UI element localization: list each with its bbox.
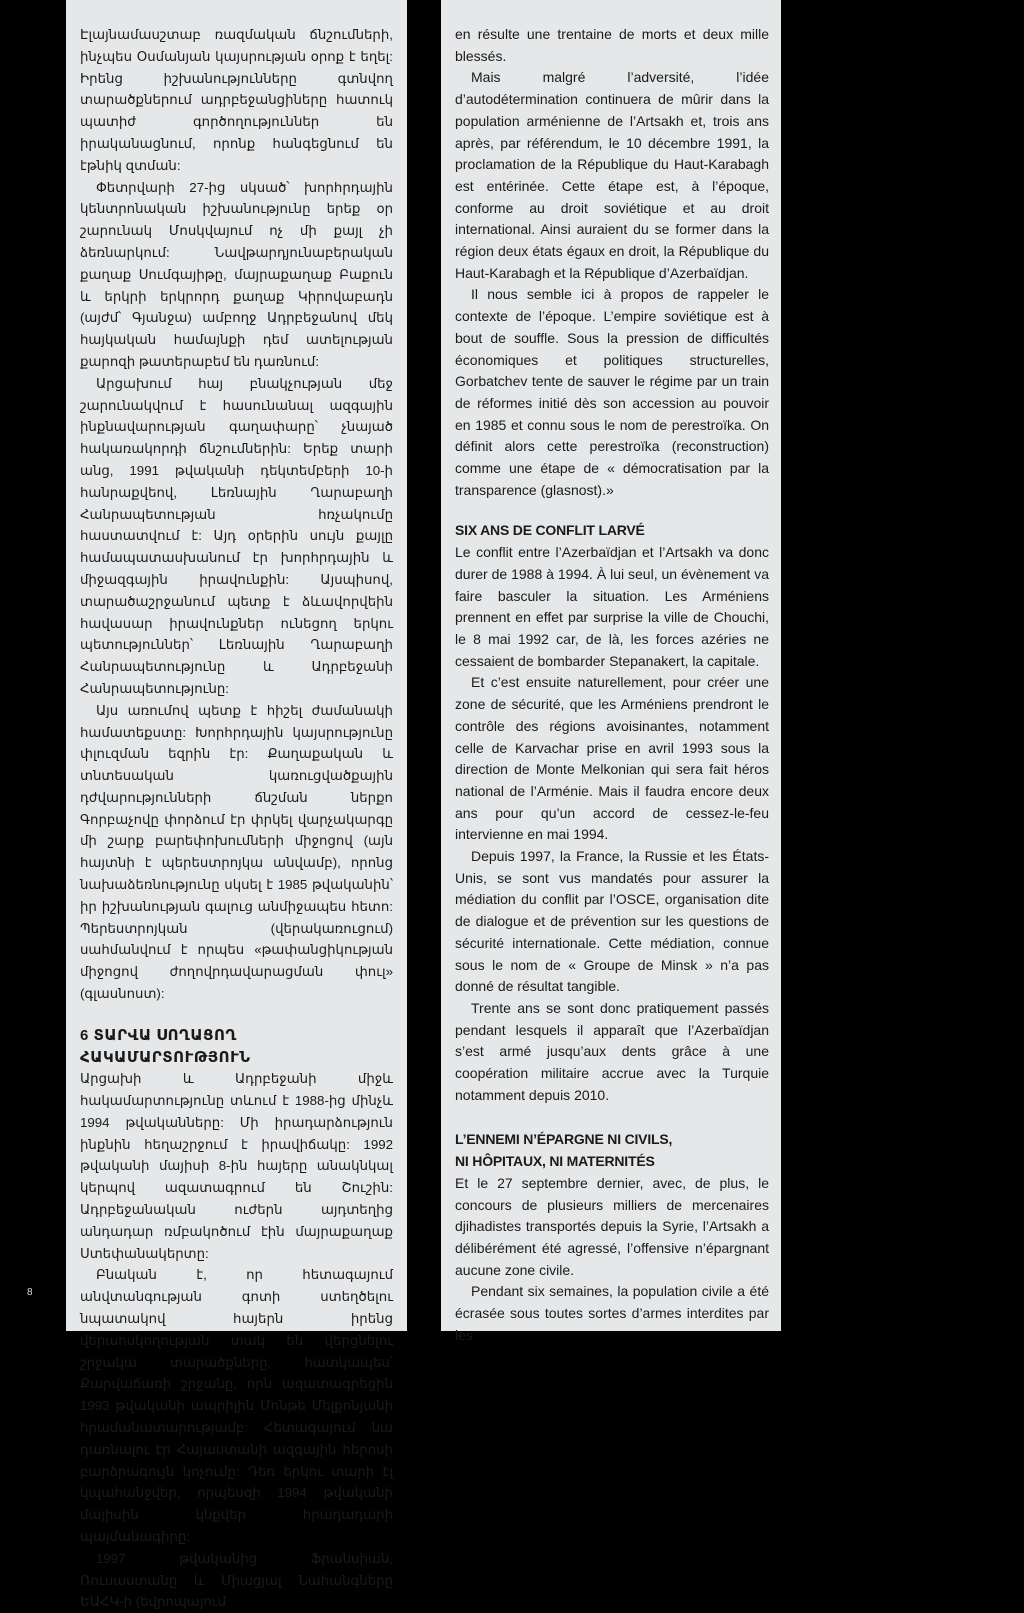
paragraph: Արցախի և Ադրբեջանի միջև հակամարտությունը տևում է 1988-ից մինչև 1994 թվականները: Մի իրադարձություն ինքնին հեղաշրջում է իրավիճակը: 1992 թվականի մայիսի 8-ին հայերը անակնկալ կերպով ազատագրում են Շուշին: Ադրբեջանական ուժերն այդտեղից անդադար ռմբակոծում էին մայրաքաղաք Ստեփանակերտը:: [80, 1071, 393, 1261]
section-heading-line: 6 ՏԱՐՎԱ ՍՈՂԱՑՈՂ: [80, 1026, 237, 1044]
paragraph: Արցախում հայ բնակչության մեջ շարունակվում է հասունանալ ազգային ինքնավարության գաղափարը՝ չնայած հակառակորդի ճնշումներին: Երեք տարի անց, 1991 թվականի դեկտեմբերի 10-ի հանրաքվեով, Լեռնային Ղարաբաղի Հանրապետության հռչակումը հաստատվում է: Այդ օրերին սույն քայլը համապատասխանում էր խորհրդային և միջազգային իրավունքին: Այսպիսով, տարածաշրջանում պետք է ձևավորվեին հավասար իրավունքներ ունեցող երկու պետություններ՝ Լեռնային Ղարաբաղի Հանրապետությունը և Ադրբեջանի Հանրապետությունը:: [80, 375, 393, 696]
paragraph: Trente ans se sont donc pratiquement passés pendant lesquels il apparaît que l’Azerbaïdjan s’est armé jusqu’aux dents grâce à une coopération militaire accrue avec la Turquie notamment depuis 2010.: [455, 999, 769, 1103]
section-heading: SIX ANS DE CONFLIT LARVÉ: [455, 522, 645, 539]
paragraph: Et c’est ensuite naturellement, pour créer une zone de sécurité, que les Arméniens prendront le contrôle des régions avoisinantes, notamment celle de Karvachar prise en avril 1993 sous la direction de Monte Melkonian qui sera fait héros national de l’Arménie. Mais il faudra encore deux ans pour qu’un accord de cessez-le-feu intervienne en mai 1994.: [455, 674, 769, 843]
paragraph: Le conflit entre l’Azerbaïdjan et l’Artsakh va donc durer de 1988 à 1994. À lui seul, un évènement va faire basculer la situation. Les Arméniens prennent en effet par surprise la ville de Chouchi, le 8 mai 1992 car, de là, les forces azéries ne cessaient de bombarder Stepanakert, la capitale.: [455, 544, 769, 669]
paragraph: Et le 27 septembre dernier, avec, de plus, le concours de plusieurs milliers de mercenaires djihadistes transportés depuis la Syrie, l’Artsakh a délibérément été agressé, l’offensive n’épargnant aucune zone civile.: [455, 1174, 769, 1278]
paragraph: 1997 թվականից Ֆրանսիան, Ռուսաստանը և Միացյալ Նահանգները ԵԱՀԿ-ի (եվրոպայում: [80, 1550, 393, 1610]
paragraph: Բնական է, որ հետագայում անվտանգության գոտի ստեղծելու նպատակով հայերն իրենց վերահսկողության տակ են վերցնելու շրջակա տարածքները, հատկապես՝ Քարվաճառի շրջանը, որն ազատագրեցին 1993 թվականի ապրիլին Մոնթե Մելքոնյանի հրամանատարությամբ: Հետագայում նա դառնալու էր Հայաստանի ազգային հերոսի բարձրագույն կոչումը: Դեռ երկու տարի էլ կպահանջվեր, որպեսզի 1994 թվականի մայիսին կնքվեր հրադադարի պայմանագիրը:: [80, 1267, 393, 1544]
paragraph: Փետրվարի 27-ից սկսած՝ խորհրդային կենտրոնական իշխանությունը երեք օր շարունակ Մոսկվայում ոչ մի քայլ չի ձեռնարկում: Նավթարդյունաբերական քաղաք Սումգայիթը, մայրաքաղաք Բաքուն և երկրի երկրորդ քաղաք Կիրովաբադն (այժմ՝ Գյանջա) ամբողջ Ադրբեջանով մեկ հայկական համայնքի դեմ ատելության քարոզի թատերաբեմ են դառնում:: [80, 179, 393, 369]
paragraph: Էլայնամասշտաբ ռազմական ճնշումների, ինչպես Օսմանյան կայսրության օրոք է եղել: Իրենց իշխանությունները գտնվող տարածքներում ադրբեջանցիները հատուկ պատիժ գործողություններ են իրականացնում, որոնք հանգեցնում են էթնիկ զտման:: [80, 27, 393, 173]
section-heading-line: NI HÔPITAUX, NI MATERNITÉS: [455, 1153, 655, 1170]
paragraph: Depuis 1997, la France, la Russie et les États-Unis, se sont vus mandatés pour assurer la médiation du conflit par l’OSCE, organisation dite de dialogue et de prévention sur les questions de sécurité internationale. Cette médiation, connue sous le nom de « Groupe de Minsk » n’a pas donné de résultat tangible.: [455, 848, 769, 995]
section-heading-line: L’ENNEMI N’ÉPARGNE NI CIVILS,: [455, 1131, 673, 1148]
paragraph: Pendant six semaines, la population civile a été écrasée sous toutes sortes d’armes interdites par les: [455, 1283, 769, 1343]
paragraph: Mais malgré l’adversité, l’idée d’autodétermination continuera de mûrir dans la population arménienne de l’Artsakh et, trois ans après, par référendum, le 10 décembre 1991, la proclamation de la République du Haut-Karabagh est entérinée. Cette étape est, à l’époque, conforme au droit soviétique et au droit international. Ainsi auraient du se former dans la région deux états égaux en droit, la République du Haut-Karabagh et la République d’Azerbaïdjan.: [455, 69, 769, 281]
page-number: 8: [27, 1287, 33, 1298]
paragraph: en résulte une trentaine de morts et deux mille blessés.: [455, 26, 769, 64]
french-column: [441, 0, 781, 1343]
paragraph: Il nous semble ici à propos de rappeler le contexte de l’époque. L’empire soviétique est à bout de souffle. Sous la pression de difficultés économiques et politiques structurelles, Gorbatchev tente de sauver le régime par un train de réformes initié dès son accession au pouvoir en 1985 et connu sous le nom de perestroïka. On définit alors cette perestroïka (reconstruction) comme une étape de « démocratisation par la transparence (glasnost).»: [455, 286, 769, 498]
section-heading-line: ՀԱԿԱՄԱՐՏՈՒԹՅՈՒՆ: [80, 1048, 251, 1066]
paragraph: Այս առումով պետք է հիշել ժամանակի համատեքստը: Խորհրդային կայսրությունը փլուզման եզրին էր: Քաղաքական և տնտեսական կառուցվածքային դժվարությունների ճնշման ներքո Գորբաչովը փորձում էր փրկել վարչակարգը մի շարք բարեփոխումների միջոցով (այն հայտնի է պերեստրոյկա անվամբ), որոնց նախաձեռնությունը սկսել է 1985 թվականին՝ իր իշխանության գալուց անմիջապես հետո: Պերեստրոյկան (վերակառուցում) սահմանվում է որպես «թափանցիկության միջոցով ժողովրդավարացման փուլ» (գլասնոստ):: [80, 702, 393, 1002]
armenian-column: [66, 0, 407, 1610]
